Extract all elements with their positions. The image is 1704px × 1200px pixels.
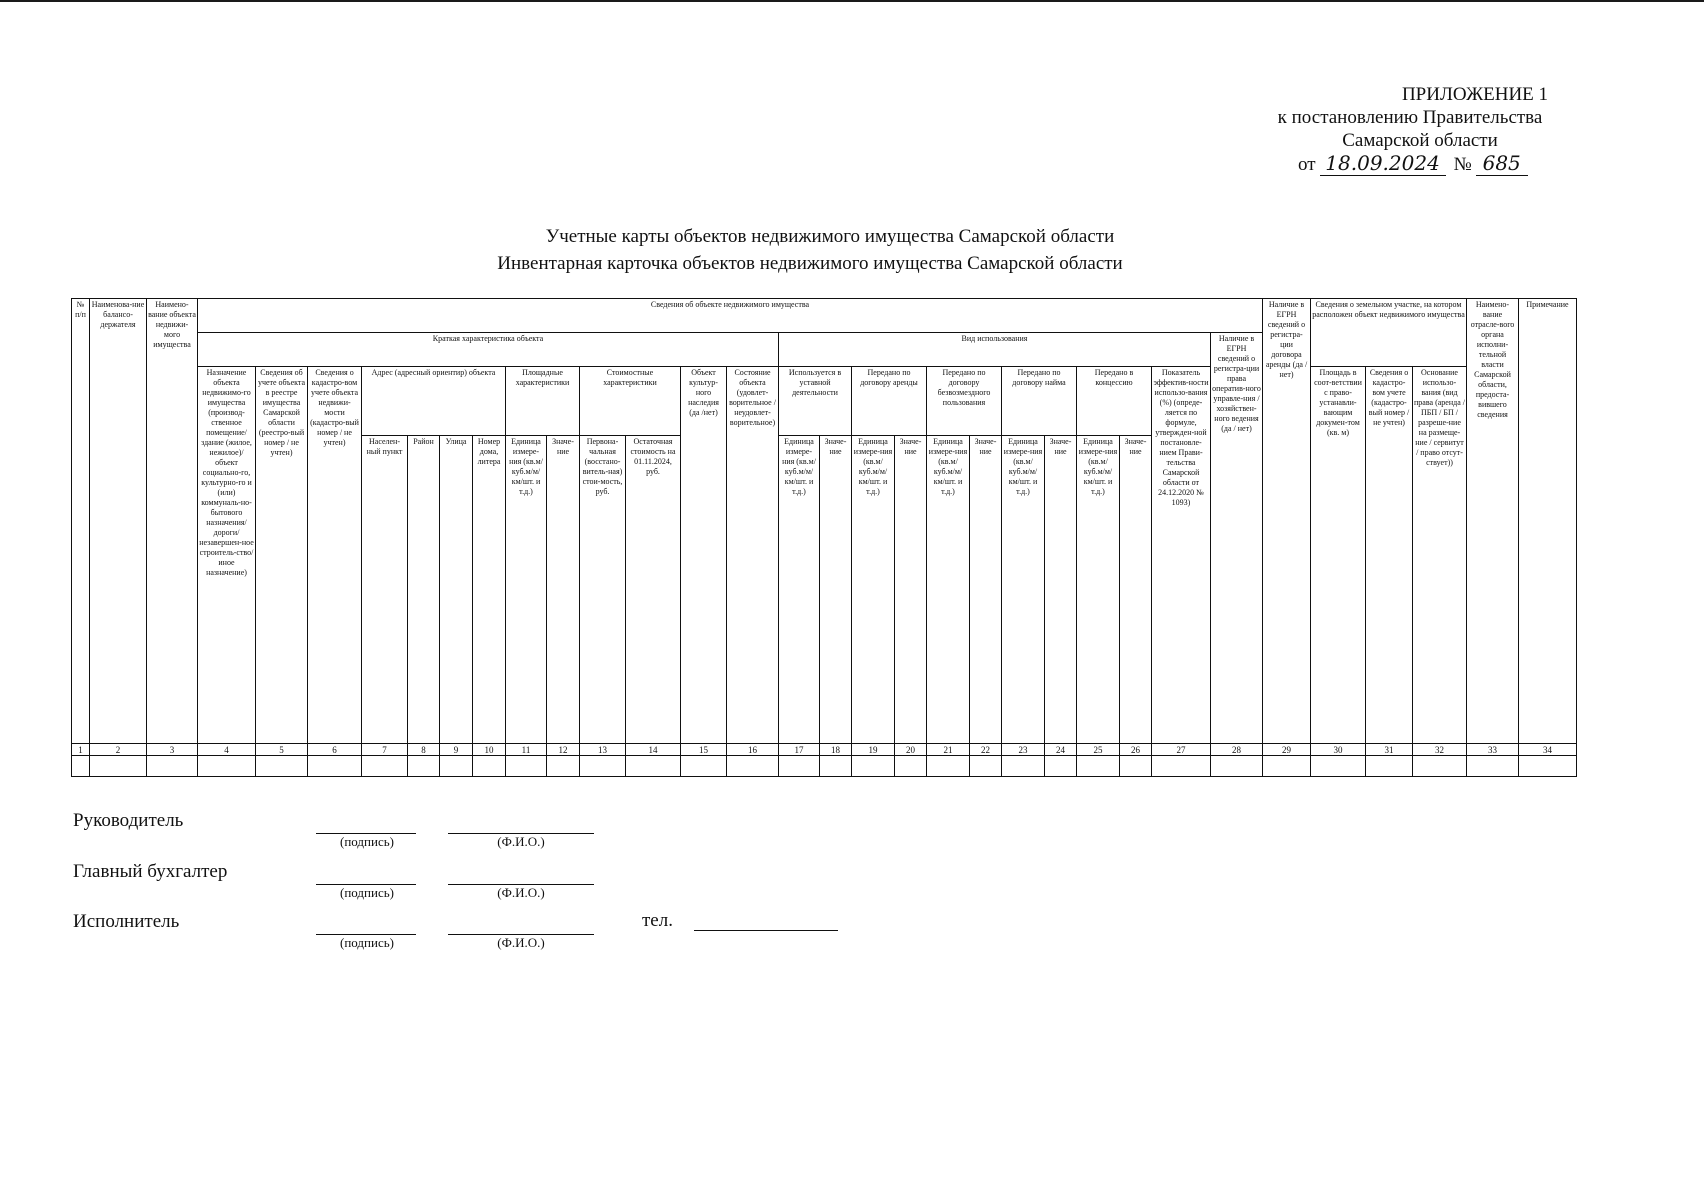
appendix-line3: Самарской области xyxy=(1342,130,1498,151)
hdr-col-29: Наличие в ЕГРН сведений о регистра-ции договора аренды (да / нет) xyxy=(1263,299,1311,744)
colnum: 20 xyxy=(895,744,927,756)
colnum: 18 xyxy=(820,744,852,756)
appendix-title: ПРИЛОЖЕНИЕ 1 xyxy=(1401,84,1549,105)
hdr-cost: Стоимостные характеристики xyxy=(580,367,681,436)
hdr-col-30: Площадь в соот-ветствии с право-устанавли-вающим докумен-том (кв. м) xyxy=(1311,367,1366,744)
hdr-use-concession: Передано в концессию xyxy=(1077,367,1152,436)
colnum: 14 xyxy=(626,744,681,756)
hdr-col-21: Единица измере-ния (кв.м/ куб.м/м/ км/шт. и т.д.) xyxy=(927,436,970,744)
colnum: 24 xyxy=(1045,744,1077,756)
colnum: 29 xyxy=(1263,744,1311,756)
hdr-col-7: Населен-ный пункт xyxy=(362,436,408,744)
colnum: 21 xyxy=(927,744,970,756)
head-sign-caption: (подпись) xyxy=(340,834,394,849)
colnum: 8 xyxy=(408,744,440,756)
colnum: 27 xyxy=(1152,744,1211,756)
colnum: 1 xyxy=(72,744,90,756)
colnum: 19 xyxy=(852,744,895,756)
accountant-sign-caption: (подпись) xyxy=(340,885,394,900)
colnum: 33 xyxy=(1467,744,1519,756)
colnum: 16 xyxy=(727,744,779,756)
handwritten-number: 685 xyxy=(1476,152,1528,176)
hdr-col-18: Значе-ние xyxy=(820,436,852,744)
accountant-fio-caption: (Ф.И.О.) xyxy=(497,885,545,900)
number-label: № xyxy=(1453,154,1472,175)
colnum: 17 xyxy=(779,744,820,756)
hdr-use-lease: Передано по договору аренды xyxy=(852,367,927,436)
hdr-col-24: Значе-ние xyxy=(1045,436,1077,744)
hdr-col-33: Наимено-вание отрасле-вого органа исполни-тельной власти Самарской области, предоста-вившего сведения xyxy=(1467,299,1519,744)
hdr-col-28: Наличие в ЕГРН сведений о регистра-ции права оператив-ного управле-ния / хозяйствен-ного ведения (да / нет) xyxy=(1211,333,1263,744)
hdr-col-23: Единица измере-ния (кв.м/ куб.м/м/ км/шт. и т.д.) xyxy=(1002,436,1045,744)
hdr-address: Адрес (адресный ориентир) объекта xyxy=(362,367,506,436)
accountant-label: Главный бухгалтер xyxy=(73,861,228,882)
hdr-col-5: Сведения об учете объекта в реестре имущества Самарской области (реестро-вый номер / не учтен) xyxy=(256,367,308,744)
hdr-col-3: Наимено-вание объекта недвижи-мого имущества xyxy=(147,299,198,744)
hdr-col-26: Значе-ние xyxy=(1120,436,1152,744)
hdr-col-4: Назначение объекта недвижимо-го имущества (производ-ственное помещение/ здание (жилое, нежилое)/ объект социально-го, культурно-го и (или) коммуналь-но-бытового назначения/ дороги/ незавершен-ное строитель-ство/ иное назначение) xyxy=(198,367,256,744)
tel-line xyxy=(694,930,838,931)
executor-label: Исполнитель xyxy=(73,911,180,932)
hdr-col-13: Первона-чальная (восстано-витель-ная) стои-мость, руб. xyxy=(580,436,626,744)
title-accounting-cards: Учетные карты объектов недвижимого имущества Самарской области xyxy=(545,226,1115,247)
colnum: 34 xyxy=(1519,744,1577,756)
hdr-col-16: Состояние объекта (удовлет-ворительное / неудовлет-ворительное) xyxy=(727,367,779,744)
hdr-col-31: Сведения о кадастро-вом учете (кадастро-вый номер / не учтен) xyxy=(1366,367,1413,744)
head-label: Руководитель xyxy=(73,810,184,831)
hdr-use-statutory: Используется в уставной деятельности xyxy=(779,367,852,436)
hdr-col-12: Значе-ние xyxy=(547,436,580,744)
hdr-col-25: Единица измере-ния (кв.м/ куб.м/м/ км/шт. и т.д.) xyxy=(1077,436,1120,744)
hdr-object-info: Сведения об объекте недвижимого имущества xyxy=(198,299,1263,333)
hdr-land-plot: Сведения о земельном участке, на котором расположен объект недвижимого имущества xyxy=(1311,299,1467,367)
from-label: от xyxy=(1298,154,1316,175)
colnum: 31 xyxy=(1366,744,1413,756)
hdr-col-1: № п/п xyxy=(72,299,90,744)
tel-label: тел. xyxy=(642,910,673,931)
appendix-line2: к постановлению Правительства xyxy=(1277,107,1543,128)
colnum: 22 xyxy=(970,744,1002,756)
hdr-col-34: Примечание xyxy=(1519,299,1577,744)
colnum: 9 xyxy=(440,744,473,756)
colnum: 12 xyxy=(547,744,580,756)
inventory-table xyxy=(71,298,1577,777)
colnum: 3 xyxy=(147,744,198,756)
hdr-use-free: Передано по договору безвозмездного пользования xyxy=(927,367,1002,436)
hdr-col-14: Остаточная стоимость на 01.11.2024, руб. xyxy=(626,436,681,744)
colnum: 10 xyxy=(473,744,506,756)
hdr-col-17: Единица измере-ния (кв.м/ куб.м/м/ км/шт. и т.д.) xyxy=(779,436,820,744)
hdr-col-20: Значе-ние xyxy=(895,436,927,744)
hdr-use-hire: Передано по договору найма xyxy=(1002,367,1077,436)
hdr-short-char: Краткая характеристика объекта xyxy=(198,333,779,367)
hdr-col-15: Объект культур-ного наследия (да /нет) xyxy=(681,367,727,744)
colnum: 7 xyxy=(362,744,408,756)
colnum: 2 xyxy=(90,744,147,756)
hdr-col-9: Улица xyxy=(440,436,473,744)
hdr-col-10: Номер дома, литера xyxy=(473,436,506,744)
scan-edge xyxy=(0,0,1704,2)
colnum: 32 xyxy=(1413,744,1467,756)
head-fio-caption: (Ф.И.О.) xyxy=(497,834,545,849)
hdr-col-22: Значе-ние xyxy=(970,436,1002,744)
hdr-col-6: Сведения о кадастро-вом учете объекта недвижи-мости (кадастро-вый номер / не учтен) xyxy=(308,367,362,744)
colnum: 23 xyxy=(1002,744,1045,756)
colnum: 15 xyxy=(681,744,727,756)
colnum: 28 xyxy=(1211,744,1263,756)
executor-fio-caption: (Ф.И.О.) xyxy=(497,935,545,950)
hdr-area: Площадные характеристики xyxy=(506,367,580,436)
hdr-col-11: Единица измере-ния (кв.м/ куб.м/м/ км/шт. и т.д.) xyxy=(506,436,547,744)
empty-data-row xyxy=(72,756,1577,777)
hdr-col-8: Район xyxy=(408,436,440,744)
hdr-usage-type: Вид использования xyxy=(779,333,1211,367)
handwritten-date: 18.09.2024 xyxy=(1320,152,1446,176)
hdr-col-27: Показатель эффектив-ности использо-вания (%) (опреде-ляется по формуле, утвержден-ной постановле-нием Прави-тельства Самарской области от 24.12.2020 № 1093) xyxy=(1152,367,1211,744)
colnum: 30 xyxy=(1311,744,1366,756)
hdr-col-19: Единица измере-ния (кв.м/ куб.м/м/ км/шт. и т.д.) xyxy=(852,436,895,744)
colnum: 11 xyxy=(506,744,547,756)
colnum: 4 xyxy=(198,744,256,756)
appendix-date-line xyxy=(1180,152,1600,176)
document-titles xyxy=(480,223,1180,277)
hdr-col-2: Наименова-ние балансо-держателя xyxy=(90,299,147,744)
appendix-block xyxy=(1180,83,1600,176)
colnum: 5 xyxy=(256,744,308,756)
executor-sign-caption: (подпись) xyxy=(340,935,394,950)
colnum: 13 xyxy=(580,744,626,756)
column-numbers-row xyxy=(72,744,1577,756)
hdr-col-32: Основание использо-вания (вид права (аренда / ПБП / БП / разреше-ние на размеще-ние / сервитут / право отсут-ствует)) xyxy=(1413,367,1467,744)
title-inventory-card: Инвентарная карточка объектов недвижимого имущества Самарской области xyxy=(497,253,1123,274)
colnum: 6 xyxy=(308,744,362,756)
colnum: 25 xyxy=(1077,744,1120,756)
colnum: 26 xyxy=(1120,744,1152,756)
